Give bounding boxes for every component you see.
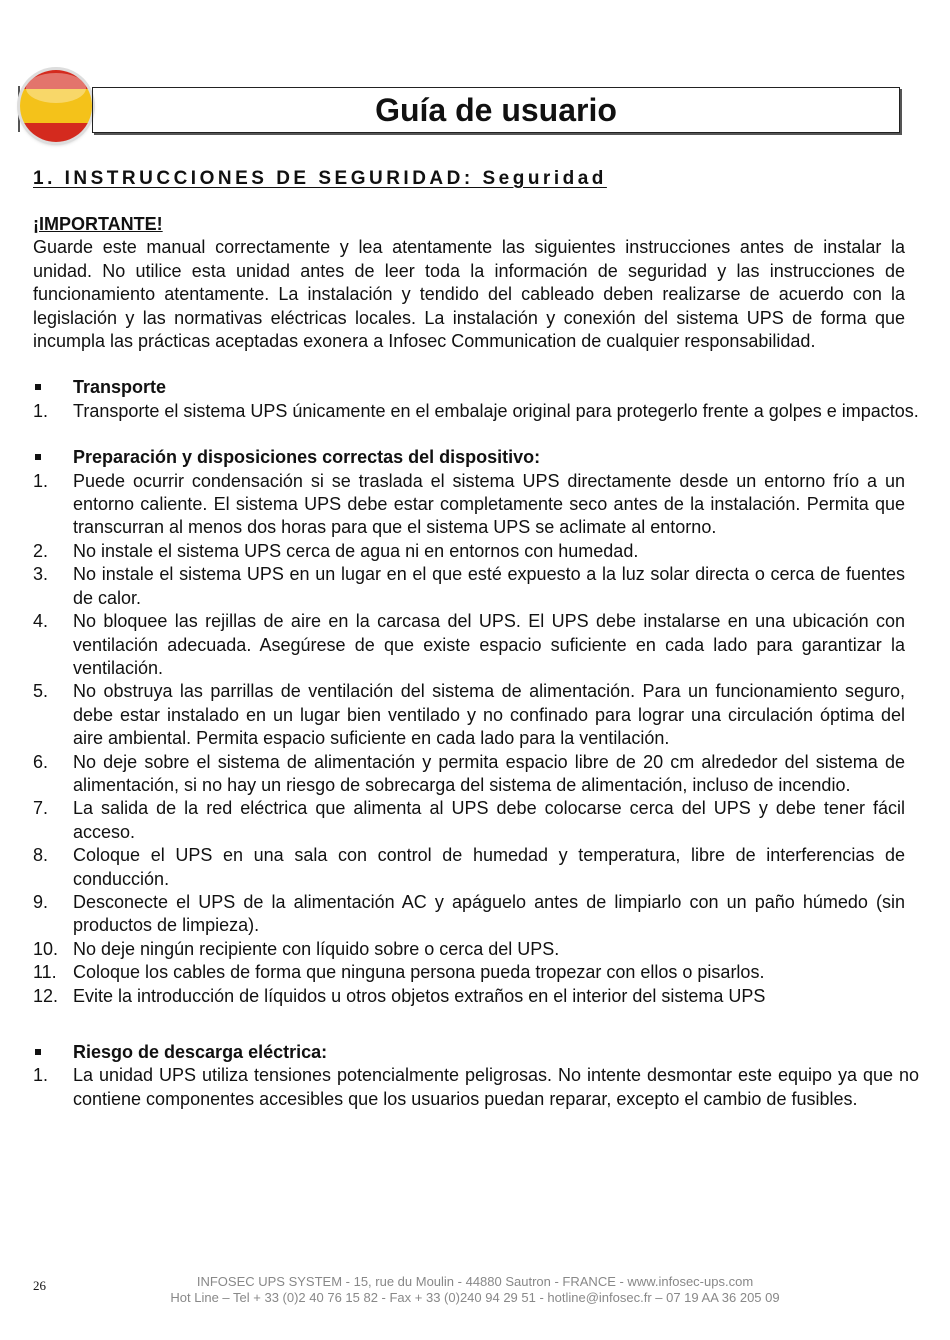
list-item-number: 10. xyxy=(33,938,59,959)
list-item-text: Coloque el UPS en una sala con control de humedad y temperatura, libre de interferencias de conducción. xyxy=(73,845,905,889)
spain-flag-icon xyxy=(20,70,92,142)
list-item xyxy=(33,961,905,984)
list-item xyxy=(33,610,905,680)
page-title: Guía de usuario xyxy=(375,92,617,128)
list-item-number: 1. xyxy=(33,400,49,421)
title-box xyxy=(92,87,900,133)
list-item-text: Desconecte el UPS de la alimentación AC y apáguelo antes de limpiarlo con un paño húmedo (sin productos de limpieza). xyxy=(73,891,905,936)
document-body xyxy=(33,213,919,1111)
list-item-number: 5. xyxy=(33,681,49,702)
list-item-number: 9. xyxy=(33,891,49,912)
list-item-number: 12. xyxy=(33,985,59,1006)
shock-section xyxy=(33,1041,919,1111)
list-item-text: No instale el sistema UPS en un lugar en el que esté expuesto a la luz solar directa o cerca de fuentes de calor. xyxy=(73,564,905,608)
footer-contact: Hot Line – Tel + 33 (0)2 40 76 15 82 - Fax + 33 (0)240 94 29 51 - hotline@infosec.fr – 07 19 AA 36 205 09 xyxy=(170,1290,780,1305)
shock-heading: Riesgo de descarga eléctrica: xyxy=(33,1041,905,1064)
list-item-number: 2. xyxy=(33,540,49,561)
list-item xyxy=(33,985,905,1008)
list-item-text: No deje ningún recipiente con líquido sobre o cerca del UPS. xyxy=(73,938,560,959)
list-item-text: No bloquee las rejillas de aire en la carcasa del UPS. El UPS debe instalarse en una ubicación con ventilación adecuada. Asegúrese de que existe espacio suficiente en cada lado para garantizar la ventilación. xyxy=(73,611,905,678)
list-item-text: Transporte el sistema UPS únicamente en el embalaje original para protegerlo frente a golpes e impactos. xyxy=(73,400,919,421)
list-item xyxy=(33,938,905,961)
preparation-section xyxy=(33,446,905,1008)
list-item xyxy=(33,400,919,423)
list-item-text: No instale el sistema UPS cerca de agua ni en entornos con humedad. xyxy=(73,540,639,561)
important-label: ¡IMPORTANTE! xyxy=(33,214,163,234)
list-item-text: Coloque los cables de forma que ninguna persona pueda tropezar con ellos o pisarlos. xyxy=(73,962,765,983)
list-item xyxy=(33,1064,919,1111)
list-item xyxy=(33,797,905,844)
bullet-square-icon xyxy=(35,384,41,390)
list-item xyxy=(33,844,905,891)
preparation-heading: Preparación y disposiciones correctas del dispositivo: xyxy=(33,446,905,469)
shock-list xyxy=(33,1064,919,1111)
bullet-square-icon xyxy=(35,1049,41,1055)
list-item-text: No obstruya las parrillas de ventilación del sistema de alimentación. Para un funcionamiento seguro, debe estar instalado en un lugar bien ventilado y no confinado para lograr una circulación óptima del aire ambiental. Permita espacio suficiente en cada lado para la ventilación. xyxy=(73,681,905,749)
list-item-number: 4. xyxy=(33,611,49,632)
list-item-number: 3. xyxy=(33,564,49,585)
list-item-text: Puede ocurrir condensación si se traslada el sistema UPS directamente desde un entorno frío a un entorno caliente. El sistema UPS debe estar completamente seco antes de la instalación. Permita que transcurran al menos dos horas para que el sistema UPS se aclimate al entorno. xyxy=(73,470,905,538)
list-item xyxy=(33,891,905,938)
list-item xyxy=(33,470,905,540)
list-item xyxy=(33,751,905,798)
list-item-text: Evite la introducción de líquidos u otros objetos extraños en el interior del sistema UPS xyxy=(73,985,766,1006)
list-item-number: 11. xyxy=(33,962,57,983)
list-item-number: 8. xyxy=(33,845,49,866)
list-item xyxy=(33,563,905,610)
preparation-list xyxy=(33,470,905,1008)
list-item xyxy=(33,540,905,563)
transport-heading: Transporte xyxy=(33,376,905,399)
page-number: 26 xyxy=(33,1278,46,1293)
list-item-number: 1. xyxy=(33,470,49,491)
list-item-text: La salida de la red eléctrica que alimenta al UPS debe colocarse cerca del UPS y debe tener fácil acceso. xyxy=(73,798,905,842)
list-item-number: 6. xyxy=(33,751,49,772)
list-item xyxy=(33,680,905,750)
transport-section xyxy=(33,376,919,423)
list-item-text: La unidad UPS utiliza tensiones potencialmente peligrosas. No intente desmontar este equipo ya que no contiene componentes accesibles que los usuarios puedan reparar, excepto el cambio de fusibles. xyxy=(73,1065,919,1109)
transport-list xyxy=(33,400,919,423)
section-title: 1. INSTRUCCIONES DE SEGURIDAD: Seguridad xyxy=(33,168,607,189)
list-item-text: No deje sobre el sistema de alimentación y permita espacio libre de 20 cm alrededor del sistema de alimentación, si no hay un riesgo de sobrecarga del sistema de alimentación, incluso de incendio. xyxy=(73,751,905,795)
important-text: Guarde este manual correctamente y lea atentamente las siguientes instrucciones antes de instalar la unidad. No utilice esta unidad antes de leer toda la información de seguridad y las instrucciones de funcionamiento atentamente. La instalación y tendido del cableado deben realizarse de acuerdo con la legislación y las normativas eléctricas locales. La instalación y conexión del sistema UPS de forma que incumpla las prácticas aceptadas exonera a Infosec Communication de cualquier responsabilidad. xyxy=(33,237,905,352)
footer-address: INFOSEC UPS SYSTEM - 15, rue du Moulin - 44880 Sautron - FRANCE - www.infosec-ups.com xyxy=(196,1274,754,1289)
list-item-number: 7. xyxy=(33,798,49,819)
list-item-number: 1. xyxy=(33,1065,49,1086)
bullet-square-icon xyxy=(35,454,41,460)
